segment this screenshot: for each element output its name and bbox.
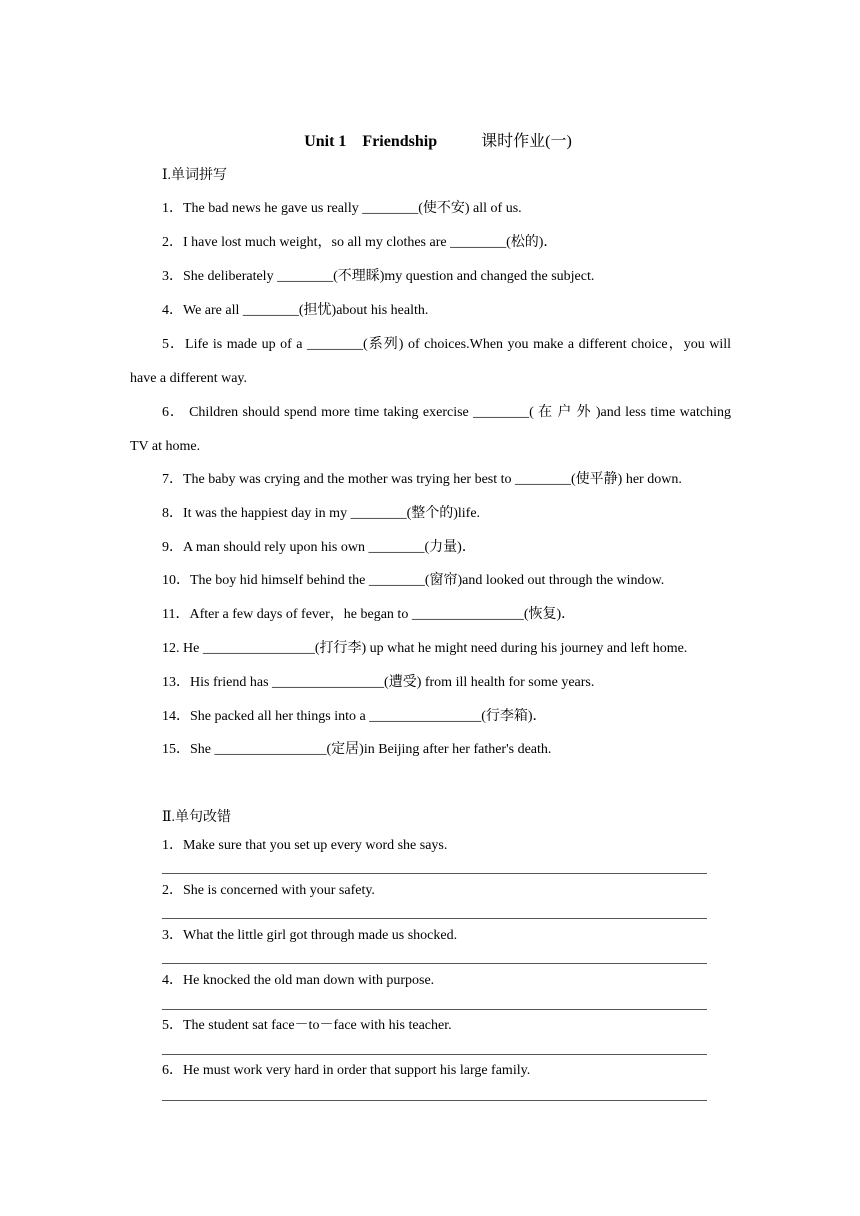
spelling-item-2: 2．I have lost much weight，so all my clothes are ________(松的)． — [162, 235, 558, 250]
title-chinese: 课时作业(一) — [481, 133, 572, 150]
correction-item-3: 3．What the little girl got through made us shocked. — [162, 928, 458, 943]
spelling-item-8: 8．It was the happiest day in my ________(整个的)life. — [162, 506, 481, 521]
spelling-item-11: 11．After a few days of fever，he began to ________________(恢复)． — [162, 607, 576, 622]
page-title — [0, 112, 860, 172]
spelling-item-7: 7．The baby was crying and the mother was trying her best to ________(使平静) her down. — [162, 472, 682, 487]
answer-line-6[interactable] — [162, 1100, 707, 1101]
answer-line-3[interactable] — [162, 963, 707, 964]
spelling-item-15: 15．She ________________(定居)in Beijing after her father's death. — [162, 742, 552, 757]
spelling-item-14: 14．She packed all her things into a ________________(行李箱)． — [162, 709, 547, 724]
spelling-item-1: 1．The bad news he gave us really ________(使不安) all of us. — [162, 201, 522, 216]
section2-heading: Ⅱ.单句改错 — [162, 810, 232, 825]
correction-item-5: 5．The student sat face－to－face with his teacher. — [162, 1018, 452, 1033]
spelling-item-12: 12. He ________________(打行李) up what he might need during his journey and left home. — [162, 641, 688, 656]
spelling-item-4: 4．We are all ________(担忧)about his health. — [162, 303, 429, 318]
correction-item-6: 6．He must work very hard in order that support his large family. — [162, 1063, 531, 1078]
spelling-item-13: 13．His friend has ________________(遭受) from ill health for some years. — [162, 675, 595, 690]
spelling-item-6: 6． Children should spend more time taking exercise ________( 在 户 外 )and less time watching TV at home. — [130, 405, 731, 454]
spelling-item-9: 9．A man should rely upon his own ________(力量)． — [162, 540, 476, 555]
spelling-item-3: 3．She deliberately ________(不理睬)my question and changed the subject. — [162, 269, 595, 284]
correction-item-2: 2．She is concerned with your safety. — [162, 883, 375, 898]
spelling-item-5: 5．Life is made up of a ________(系列) of choices.When you make a different choice，you will have a different way. — [130, 337, 731, 386]
spelling-item-10: 10．The boy hid himself behind the ________(窗帘)and looked out through the window. — [162, 573, 665, 588]
section1-heading: Ⅰ.单词拼写 — [162, 168, 228, 183]
answer-line-4[interactable] — [162, 1009, 707, 1010]
correction-item-1: 1．Make sure that you set up every word she says. — [162, 838, 448, 853]
title-english: Unit 1 Friendship — [304, 133, 438, 150]
correction-item-4: 4．He knocked the old man down with purpose. — [162, 973, 435, 988]
answer-line-5[interactable] — [162, 1054, 707, 1055]
answer-line-2[interactable] — [162, 918, 707, 919]
answer-line-1[interactable] — [162, 873, 707, 874]
